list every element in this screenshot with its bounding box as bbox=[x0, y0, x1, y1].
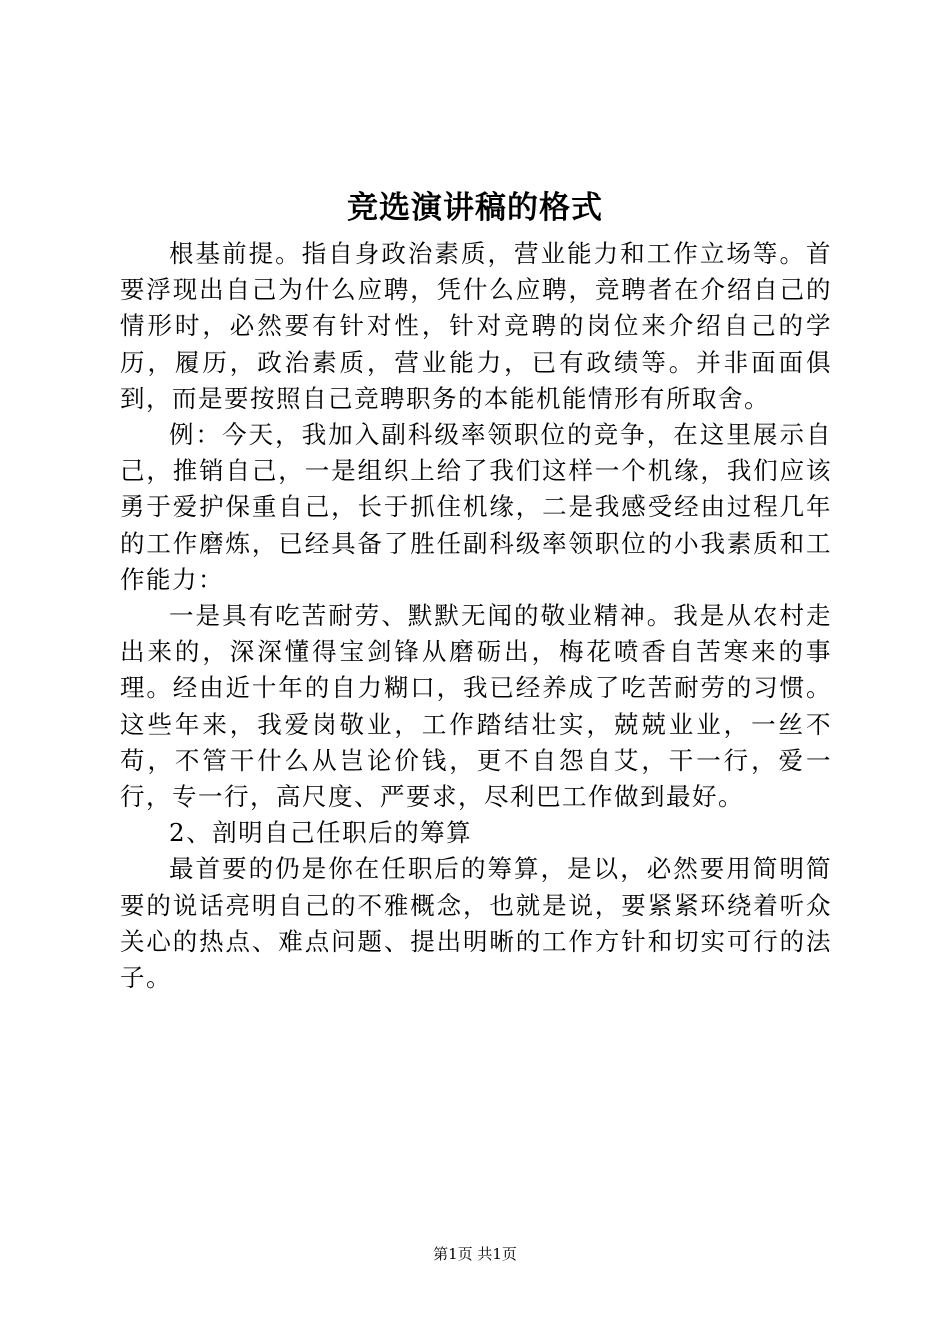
document-body bbox=[120, 236, 832, 996]
paragraph-heading-plan: 2、剖明自己任职后的筹算 bbox=[169, 818, 473, 848]
paragraph-dedication: 一是具有吃苦耐劳、默默无闻的敬业精神。我是从农村走出来的，深深懂得宝剑锋从磨砺出，梅花喷香自苦寒来的事理。经由近十年的自力糊口，我已经养成了吃苦耐劳的习惯。这些年来，我爱岗敬业，工作踏结壮实，兢兢业业，一丝不苟，不管干什么从岂论价钱，更不自怨自艾，干一行，爱一行，专一行，高尺度、严要求，尽利巴工作做到最好。 bbox=[120, 601, 832, 812]
document-title: 竞选演讲稿的格式 bbox=[347, 190, 603, 226]
paragraph-basis: 根基前提。指自身政治素质，营业能力和工作立场等。首要浮现出自己为什么应聘，凭什么应聘，竞聘者在介绍自己的情形时，必然要有针对性，针对竞聘的岗位来介绍自己的学历，履历，政治素质，营业能力，已有政绩等。并非面面俱到，而是要按照自己竞聘职务的本能机能情形有所取舍。 bbox=[120, 239, 832, 413]
paragraph-plan: 最首要的仍是你在任职后的筹算，是以，必然要用简明简要的说话亮明自己的不雅概念，也就是说，要紧紧环绕着听众关心的热点、难点问题、提出明晰的工作方针和切实可行的法子。 bbox=[120, 854, 832, 993]
paragraph-example: 例：今天，我加入副科级率领职位的竞争，在这里展示自己，推销自己，一是组织上给了我们这样一个机缘，我们应该勇于爱护保重自己，长于抓住机缘，二是我感受经由过程几年的工作磨炼，已经具备了胜任副科级率领职位的小我素质和工作能力： bbox=[120, 420, 832, 594]
page-footer: 第1页 共1页 bbox=[433, 1245, 517, 1263]
